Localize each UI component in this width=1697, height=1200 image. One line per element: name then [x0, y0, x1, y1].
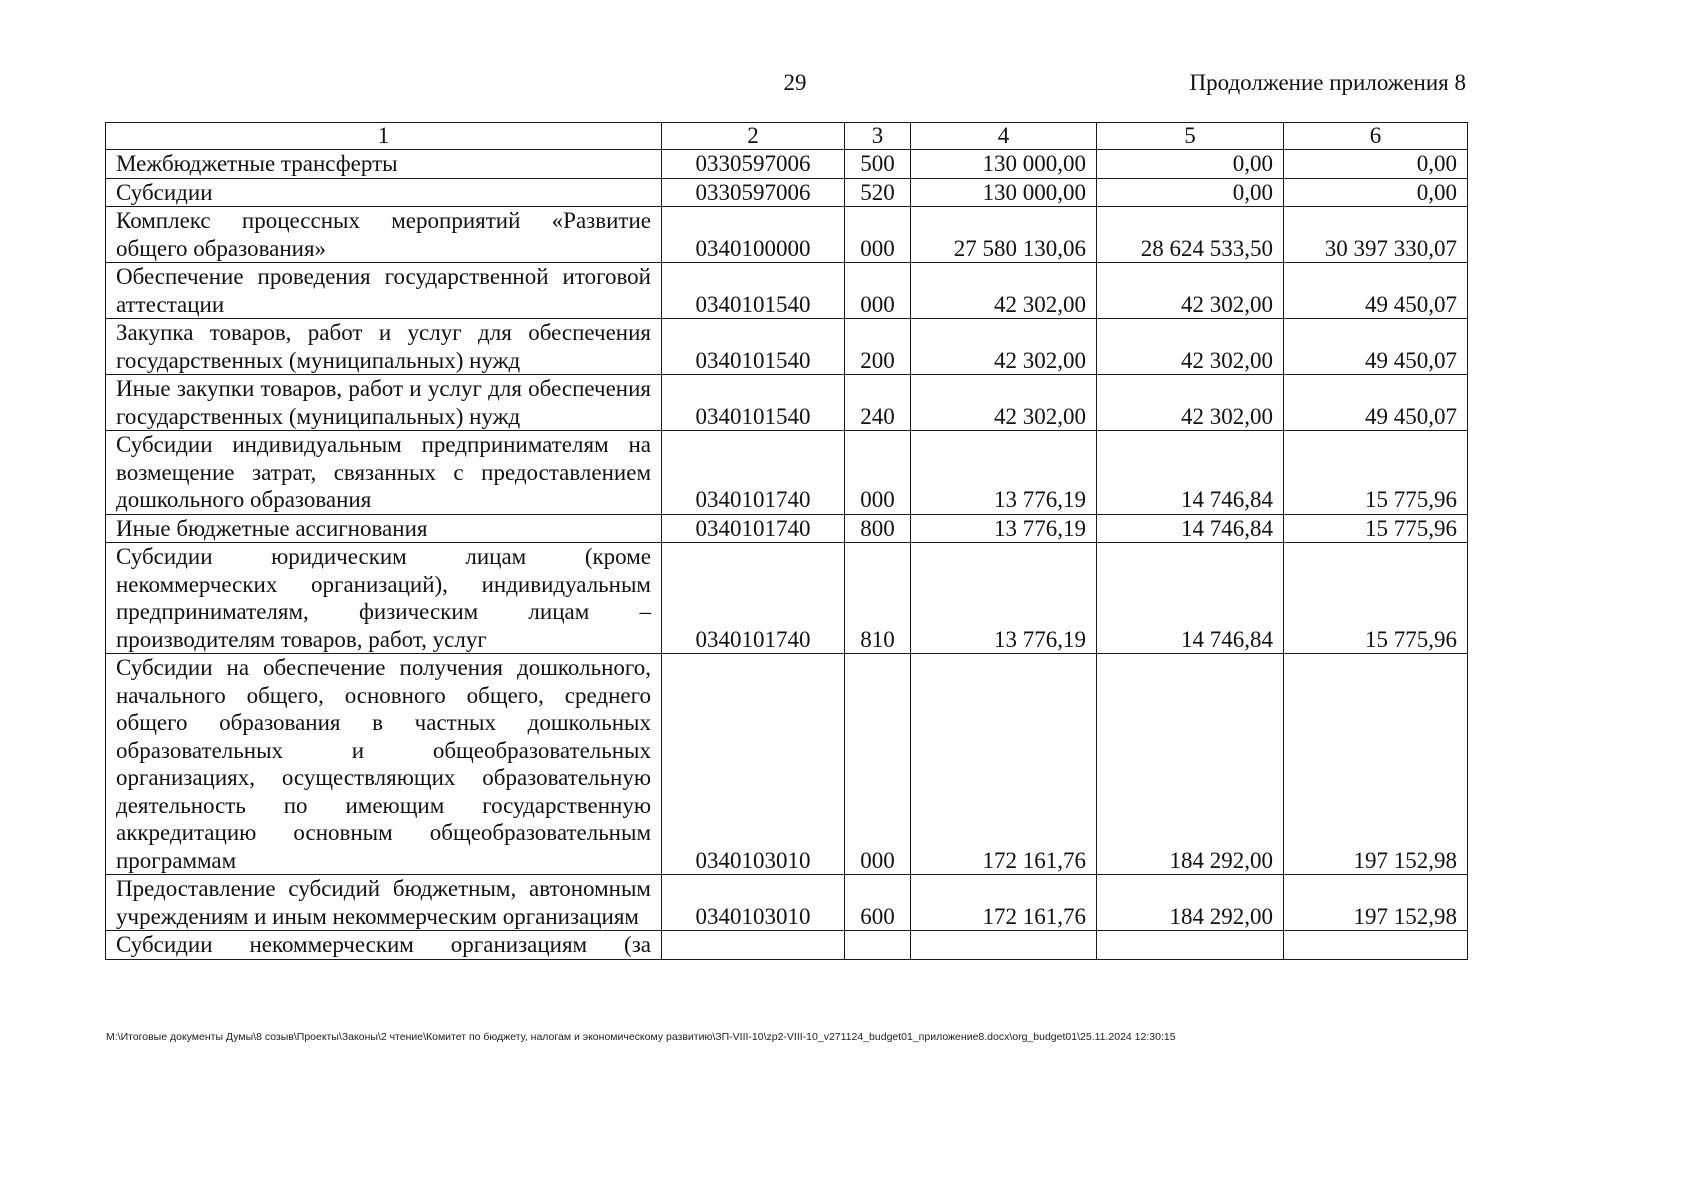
row-amount-3: 197 152,98	[1284, 875, 1468, 931]
row-amount-3: 49 450,07	[1284, 263, 1468, 319]
row-amount-2: 28 624 533,50	[1097, 207, 1284, 263]
table-header-row	[106, 123, 1468, 150]
table-row	[106, 375, 1468, 431]
row-amount-3: 15 775,96	[1284, 514, 1468, 543]
table-row	[106, 207, 1468, 263]
column-header: 3	[845, 123, 911, 150]
row-name: Субсидии индивидуальным предпринимателям на возмещение затрат, связанных с предоставлением дошкольного образования	[106, 431, 662, 515]
row-name: Обеспечение проведения государственной итоговой аттестации	[106, 263, 662, 319]
row-amount-3: 30 397 330,07	[1284, 207, 1468, 263]
row-target-code: 0340101740	[662, 543, 845, 654]
row-amount-2: 42 302,00	[1097, 375, 1284, 431]
table-row	[106, 263, 1468, 319]
row-target-code: 0330597006	[662, 178, 845, 207]
row-amount-3: 49 450,07	[1284, 375, 1468, 431]
row-expense-type	[845, 931, 911, 960]
table-row	[106, 431, 1468, 515]
table-row	[106, 543, 1468, 654]
row-name: Закупка товаров, работ и услуг для обеспечения государственных (муниципальных) нужд	[106, 319, 662, 375]
table-row	[106, 514, 1468, 543]
row-target-code: 0340103010	[662, 875, 845, 931]
row-amount-2	[1097, 931, 1284, 960]
row-target-code: 0340101540	[662, 319, 845, 375]
row-target-code: 0340100000	[662, 207, 845, 263]
row-target-code: 0340101540	[662, 263, 845, 319]
row-expense-type: 000	[845, 207, 911, 263]
row-amount-1: 27 580 130,06	[911, 207, 1097, 263]
row-amount-1: 13 776,19	[911, 514, 1097, 543]
column-header: 1	[106, 123, 662, 150]
row-amount-2: 0,00	[1097, 178, 1284, 207]
row-amount-2: 184 292,00	[1097, 654, 1284, 875]
row-expense-type: 600	[845, 875, 911, 931]
row-expense-type: 520	[845, 178, 911, 207]
row-amount-2: 42 302,00	[1097, 319, 1284, 375]
table-row	[106, 319, 1468, 375]
row-expense-type: 800	[845, 514, 911, 543]
row-amount-2: 184 292,00	[1097, 875, 1284, 931]
row-amount-2: 0,00	[1097, 150, 1284, 179]
page-number: 29	[783, 70, 807, 95]
table-row	[106, 931, 1468, 960]
table-row	[106, 875, 1468, 931]
row-amount-1: 130 000,00	[911, 150, 1097, 179]
row-target-code: 0330597006	[662, 150, 845, 179]
row-amount-2: 14 746,84	[1097, 431, 1284, 515]
row-expense-type: 500	[845, 150, 911, 179]
row-amount-1: 42 302,00	[911, 375, 1097, 431]
row-name: Комплекс процессных мероприятий «Развитие общего образования»	[106, 207, 662, 263]
table-row	[106, 178, 1468, 207]
row-amount-1: 13 776,19	[911, 431, 1097, 515]
row-amount-2: 42 302,00	[1097, 263, 1284, 319]
table-row	[106, 654, 1468, 875]
row-name: Межбюджетные трансферты	[106, 150, 662, 179]
row-amount-1: 172 161,76	[911, 654, 1097, 875]
row-target-code	[662, 931, 845, 960]
row-amount-3: 15 775,96	[1284, 543, 1468, 654]
row-expense-type: 000	[845, 654, 911, 875]
row-name: Субсидии некоммерческим организациям (за	[106, 931, 662, 960]
row-expense-type: 200	[845, 319, 911, 375]
row-target-code: 0340103010	[662, 654, 845, 875]
row-amount-3	[1284, 931, 1468, 960]
column-header: 4	[911, 123, 1097, 150]
table-row	[106, 150, 1468, 179]
row-target-code: 0340101740	[662, 431, 845, 515]
row-target-code: 0340101740	[662, 514, 845, 543]
appendix-title: Продолжение приложения 8	[1189, 70, 1466, 95]
row-name: Субсидии	[106, 178, 662, 207]
column-header: 5	[1097, 123, 1284, 150]
row-expense-type: 810	[845, 543, 911, 654]
row-expense-type: 000	[845, 431, 911, 515]
row-amount-1: 13 776,19	[911, 543, 1097, 654]
row-amount-3: 0,00	[1284, 178, 1468, 207]
row-amount-3: 49 450,07	[1284, 319, 1468, 375]
row-amount-1: 42 302,00	[911, 319, 1097, 375]
row-name: Иные закупки товаров, работ и услуг для обеспечения государственных (муниципальных) нужд	[106, 375, 662, 431]
column-header: 2	[662, 123, 845, 150]
row-amount-3: 15 775,96	[1284, 431, 1468, 515]
footer-file-path: M:\Итоговые документы Думы\8 созыв\Проекты\Законы\2 чтение\Комитет по бюджету, налогам и экономическому развитию\ЗП-VIII-10\zp2-VIII-10_v271124_budget01_приложение8.docx\org_budget01\25.11.2024 12:30:15	[106, 1031, 1176, 1043]
row-target-code: 0340101540	[662, 375, 845, 431]
row-amount-3: 0,00	[1284, 150, 1468, 179]
row-amount-3: 197 152,98	[1284, 654, 1468, 875]
row-name: Субсидии юридическим лицам (кроме некоммерческих организаций), индивидуальным предпринимателям, физическим лицам – производителям товаров, работ, услуг	[106, 543, 662, 654]
row-name: Иные бюджетные ассигнования	[106, 514, 662, 543]
row-amount-1: 172 161,76	[911, 875, 1097, 931]
row-amount-2: 14 746,84	[1097, 514, 1284, 543]
budget-table	[105, 122, 1468, 960]
row-name: Субсидии на обеспечение получения дошкольного, начального общего, основного общего, среднего общего образования в частных дошкольных образовательных и общеобразовательных организациях, осуществляющих образовательную деятельность по имеющим государственную аккредитацию основным общеобразовательным программам	[106, 654, 662, 875]
row-expense-type: 240	[845, 375, 911, 431]
row-amount-2: 14 746,84	[1097, 543, 1284, 654]
row-amount-1	[911, 931, 1097, 960]
row-name: Предоставление субсидий бюджетным, автономным учреждениям и иным некоммерческим организациям	[106, 875, 662, 931]
row-amount-1: 130 000,00	[911, 178, 1097, 207]
column-header: 6	[1284, 123, 1468, 150]
row-expense-type: 000	[845, 263, 911, 319]
row-amount-1: 42 302,00	[911, 263, 1097, 319]
